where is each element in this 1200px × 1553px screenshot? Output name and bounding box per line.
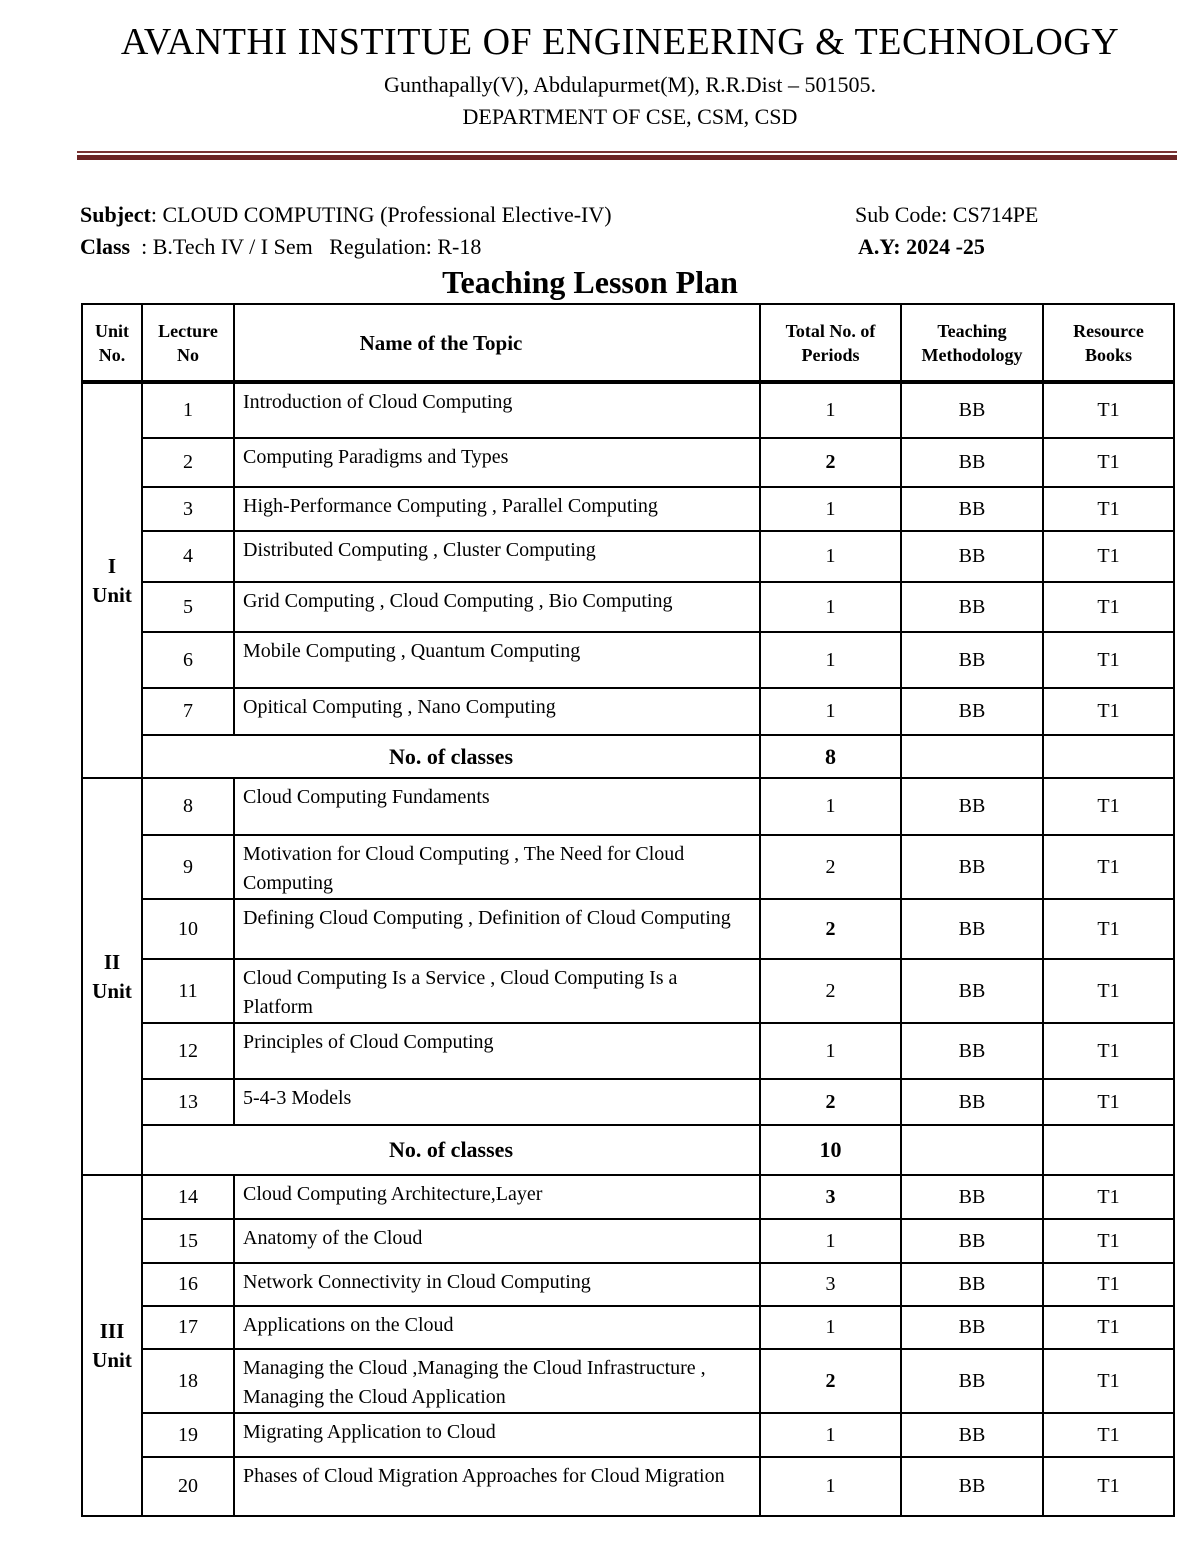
lecture-no: 19 <box>142 1413 234 1457</box>
teaching-methodology: BB <box>901 632 1043 688</box>
resource-book: T1 <box>1043 1457 1174 1516</box>
header-periods: Total No. of Periods <box>760 304 901 382</box>
periods: 3 <box>760 1175 901 1219</box>
topic-name: Defining Cloud Computing , Definition of Cloud Computing <box>234 899 760 959</box>
resource-book: T1 <box>1043 1079 1174 1125</box>
subject-value: : CLOUD COMPUTING (Professional Elective-IV) <box>150 202 612 227</box>
periods: 2 <box>760 438 901 487</box>
resource-book: T1 <box>1043 835 1174 899</box>
lecture-no: 4 <box>142 531 234 582</box>
resource-book: T1 <box>1043 1413 1174 1457</box>
resource-book: T1 <box>1043 1175 1174 1219</box>
header-unit: Unit No. <box>82 304 142 382</box>
topic-name: Cloud Computing Is a Service , Cloud Computing Is a Platform <box>234 959 760 1023</box>
institute-name: AVANTHI INSTITUE OF ENGINEERING & TECHNOLOGY <box>120 21 1120 63</box>
lecture-no: 15 <box>142 1219 234 1263</box>
periods: 1 <box>760 632 901 688</box>
lecture-no: 2 <box>142 438 234 487</box>
topic-name: Grid Computing , Cloud Computing , Bio Computing <box>234 582 760 632</box>
periods: 3 <box>760 1263 901 1306</box>
resource-book: T1 <box>1043 959 1174 1023</box>
table-row <box>82 582 1174 632</box>
periods: 2 <box>760 835 901 899</box>
teaching-methodology: BB <box>901 582 1043 632</box>
table-row <box>82 899 1174 959</box>
total-label: No. of classes <box>142 1125 760 1175</box>
topic-name: Anatomy of the Cloud <box>234 1219 760 1263</box>
total-classes: 10 <box>760 1125 901 1175</box>
resource-book: T1 <box>1043 778 1174 835</box>
table-row <box>82 531 1174 582</box>
lecture-no: 13 <box>142 1079 234 1125</box>
lecture-no: 18 <box>142 1349 234 1413</box>
lecture-no: 10 <box>142 899 234 959</box>
topic-name: Managing the Cloud ,Managing the Cloud Infrastructure , Managing the Cloud Application <box>234 1349 760 1413</box>
periods: 2 <box>760 899 901 959</box>
table-row <box>82 632 1174 688</box>
department: DEPARTMENT OF CSE, CSM, CSD <box>462 104 798 129</box>
lecture-no: 7 <box>142 688 234 735</box>
teaching-methodology: BB <box>901 1457 1043 1516</box>
lesson-plan-table <box>81 303 1175 1517</box>
header-topic: Name of the Topic <box>234 304 760 382</box>
total-label: No. of classes <box>142 735 760 778</box>
teaching-methodology: BB <box>901 1413 1043 1457</box>
periods: 1 <box>760 1306 901 1349</box>
lecture-no: 8 <box>142 778 234 835</box>
class-value: : B.Tech IV / I Sem Regulation: R-18 <box>130 234 482 259</box>
periods: 1 <box>760 1219 901 1263</box>
lecture-no: 14 <box>142 1175 234 1219</box>
table-row <box>82 1457 1174 1516</box>
topic-name: Applications on the Cloud <box>234 1306 760 1349</box>
sub-code: Sub Code: CS714PE <box>855 202 1039 227</box>
empty-cell <box>901 1125 1043 1175</box>
lecture-no: 12 <box>142 1023 234 1079</box>
resource-book: T1 <box>1043 1023 1174 1079</box>
institute-address: Gunthapally(V), Abdulapurmet(M), R.R.Dist – 501505. <box>384 72 876 97</box>
periods: 2 <box>760 1349 901 1413</box>
teaching-methodology: BB <box>901 899 1043 959</box>
resource-book: T1 <box>1043 382 1174 438</box>
periods: 1 <box>760 778 901 835</box>
topic-name: Opitical Computing , Nano Computing <box>234 688 760 735</box>
empty-cell <box>1043 735 1174 778</box>
table-row <box>82 382 1174 438</box>
periods: 1 <box>760 1023 901 1079</box>
class-line <box>80 234 481 260</box>
topic-name: Cloud Computing Architecture,Layer <box>234 1175 760 1219</box>
unit-label: II Unit <box>92 949 132 1003</box>
teaching-methodology: BB <box>901 688 1043 735</box>
lecture-no: 5 <box>142 582 234 632</box>
unit-label: I Unit <box>92 553 132 607</box>
table-header-row <box>82 304 1174 382</box>
topic-name: Migrating Application to Cloud <box>234 1413 760 1457</box>
page-title: Teaching Lesson Plan <box>442 264 738 300</box>
resource-book: T1 <box>1043 899 1174 959</box>
total-row <box>82 735 1174 778</box>
teaching-methodology: BB <box>901 1175 1043 1219</box>
class-label: Class <box>80 234 131 259</box>
teaching-methodology: BB <box>901 1023 1043 1079</box>
periods: 2 <box>760 1079 901 1125</box>
unit-cell <box>82 382 142 778</box>
unit-cell <box>82 1175 142 1516</box>
periods: 1 <box>760 1413 901 1457</box>
header-books: Resource Books <box>1043 304 1174 382</box>
topic-name: Network Connectivity in Cloud Computing <box>234 1263 760 1306</box>
table-row <box>82 1219 1174 1263</box>
header-divider-thick <box>77 155 1177 160</box>
empty-cell <box>901 735 1043 778</box>
lecture-no: 9 <box>142 835 234 899</box>
teaching-methodology: BB <box>901 1349 1043 1413</box>
table-row <box>82 835 1174 899</box>
teaching-methodology: BB <box>901 438 1043 487</box>
topic-name: Principles of Cloud Computing <box>234 1023 760 1079</box>
academic-year: A.Y: 2024 -25 <box>858 234 985 259</box>
lecture-no: 6 <box>142 632 234 688</box>
periods: 1 <box>760 688 901 735</box>
header-methodology: Teaching Methodology <box>901 304 1043 382</box>
table-row <box>82 1306 1174 1349</box>
header-lecture: Lecture No <box>142 304 234 382</box>
lecture-no: 1 <box>142 382 234 438</box>
resource-book: T1 <box>1043 632 1174 688</box>
subject-line <box>80 202 612 228</box>
total-classes: 8 <box>760 735 901 778</box>
teaching-methodology: BB <box>901 959 1043 1023</box>
topic-name: Motivation for Cloud Computing , The Need for Cloud Computing <box>234 835 760 899</box>
teaching-methodology: BB <box>901 1219 1043 1263</box>
resource-book: T1 <box>1043 582 1174 632</box>
periods: 1 <box>760 1457 901 1516</box>
topic-name: 5-4-3 Models <box>234 1079 760 1125</box>
teaching-methodology: BB <box>901 382 1043 438</box>
periods: 1 <box>760 382 901 438</box>
subject-label: Subject <box>80 202 151 227</box>
topic-name: Mobile Computing , Quantum Computing <box>234 632 760 688</box>
teaching-methodology: BB <box>901 487 1043 531</box>
periods: 2 <box>760 959 901 1023</box>
table-row <box>82 1263 1174 1306</box>
table-row <box>82 778 1174 835</box>
teaching-methodology: BB <box>901 778 1043 835</box>
table-row <box>82 1413 1174 1457</box>
lecture-no: 3 <box>142 487 234 531</box>
table-row <box>82 1349 1174 1413</box>
lecture-no: 11 <box>142 959 234 1023</box>
topic-name: Distributed Computing , Cluster Computing <box>234 531 760 582</box>
periods: 1 <box>760 582 901 632</box>
topic-name: Phases of Cloud Migration Approaches for Cloud Migration <box>234 1457 760 1516</box>
teaching-methodology: BB <box>901 835 1043 899</box>
resource-book: T1 <box>1043 1306 1174 1349</box>
teaching-methodology: BB <box>901 1306 1043 1349</box>
table-row <box>82 438 1174 487</box>
lecture-no: 17 <box>142 1306 234 1349</box>
empty-cell <box>1043 1125 1174 1175</box>
table-row <box>82 959 1174 1023</box>
lecture-no: 20 <box>142 1457 234 1516</box>
table-row <box>82 487 1174 531</box>
resource-book: T1 <box>1043 688 1174 735</box>
table-row <box>82 688 1174 735</box>
unit-label: III Unit <box>92 1318 132 1372</box>
periods: 1 <box>760 487 901 531</box>
header-divider <box>77 151 1177 153</box>
resource-book: T1 <box>1043 487 1174 531</box>
resource-book: T1 <box>1043 1263 1174 1306</box>
resource-book: T1 <box>1043 1349 1174 1413</box>
topic-name: High-Performance Computing , Parallel Computing <box>234 487 760 531</box>
table-row <box>82 1079 1174 1125</box>
lecture-no: 16 <box>142 1263 234 1306</box>
table-row <box>82 1023 1174 1079</box>
resource-book: T1 <box>1043 438 1174 487</box>
teaching-methodology: BB <box>901 531 1043 582</box>
topic-name: Introduction of Cloud Computing <box>234 382 760 438</box>
periods: 1 <box>760 531 901 582</box>
teaching-methodology: BB <box>901 1263 1043 1306</box>
topic-name: Cloud Computing Fundaments <box>234 778 760 835</box>
resource-book: T1 <box>1043 531 1174 582</box>
resource-book: T1 <box>1043 1219 1174 1263</box>
topic-name: Computing Paradigms and Types <box>234 438 760 487</box>
total-row <box>82 1125 1174 1175</box>
unit-cell <box>82 778 142 1175</box>
table-row <box>82 1175 1174 1219</box>
teaching-methodology: BB <box>901 1079 1043 1125</box>
